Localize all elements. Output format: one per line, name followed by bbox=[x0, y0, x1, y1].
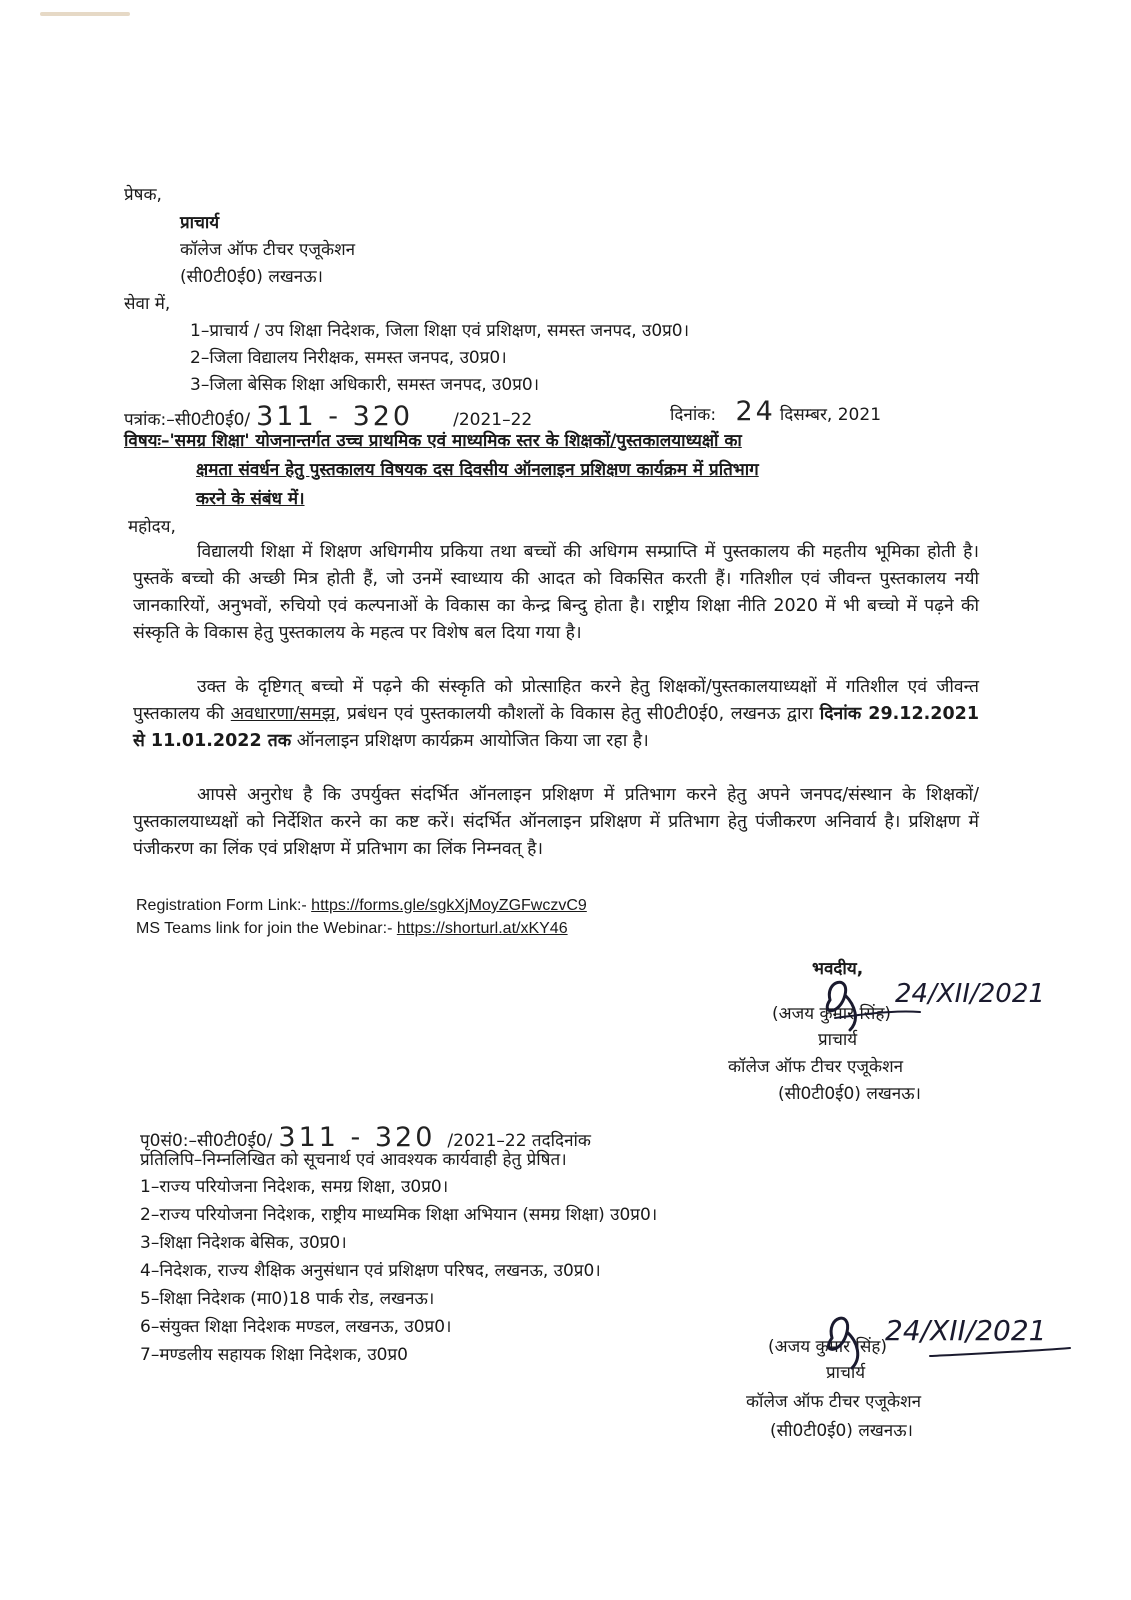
para2-underlined: अवधारणा/समझ bbox=[230, 704, 335, 724]
copy-item: 6–संयुक्त शिक्षा निदेशक मण्डल, लखनऊ, उ0प्र0। bbox=[140, 1317, 452, 1337]
copy-item: 5–शिक्षा निदेशक (मा0)18 पार्क रोड, लखनऊ। bbox=[140, 1289, 435, 1309]
ref-date-rest: दिसम्बर, 2021 bbox=[779, 405, 882, 425]
registration-link[interactable]: https://forms.gle/sgkXjMoyZGFwczvC9 bbox=[311, 897, 587, 914]
subject-line-2: क्षमता संवर्धन हेतु पुस्तकालय विषयक दस दिवसीय ऑनलाइन प्रशिक्षण कार्यक्रम में प्रतिभाग bbox=[196, 460, 759, 480]
body-paragraph-1: विद्यालयी शिक्षा में शिक्षण अधिगमीय प्रकिया तथा बच्चों की अधिगम सम्प्राप्ति में पुस्तकालय की महतीय भूमिका होती है। पुस्तकें बच्चो की अच्छी मित्र होती हैं, जो उनमें स्वाध्याय की आदत को विकसित करती हैं। गतिशील एवं जीवन्त पुस्तकालय नयी जानकारियों, अनुभवों, रुचियो एवं कल्पनाओं के विकास का केन्द्र बिन्दु होता है। राष्ट्रीय शिक्षा नीति 2020 में भी बच्चो में पढ़ने की संस्कृति के विकास हेतु पुस्तकालय के महत्व पर विशेष बल दिया गया है। bbox=[133, 542, 979, 643]
ref-date-label: दिनांक: bbox=[670, 405, 717, 425]
ref-date-day: 24 bbox=[735, 396, 776, 427]
signature-1 bbox=[800, 960, 1060, 1040]
copy-closing-org: कॉलेज ऑफ टीचर एजूकेशन bbox=[746, 1392, 922, 1412]
sender-designation: प्राचार्य bbox=[180, 213, 220, 233]
copy-closing-name: (अजय कुमार सिंह) bbox=[768, 1337, 888, 1357]
copy-ref-suffix: /2021–22 तददिनांक bbox=[447, 1131, 591, 1151]
para2-text: , प्रबंधन एवं पुस्तकालयी कौशलों के विकास हेतु सी0टी0ई0, लखनऊ द्वारा bbox=[334, 704, 820, 724]
copy-item: 4–निदेशक, राज्य शैक्षिक अनुसंधान एवं प्रशिक्षण परिषद, लखनऊ, उ0प्र0। bbox=[140, 1261, 601, 1281]
para2-text: उक्त के दृष्टिगत् बच्चो में पढ़ने की संस्कृति को प्रोत्साहित करने हेतु शिक्षकों/पुस्तकालयाध्यक्षों में गतिशील एवं जीवन्त पुस्तकालय की bbox=[133, 677, 979, 724]
ref-year: /2021–22 bbox=[453, 410, 533, 430]
registration-link-line bbox=[136, 897, 587, 915]
sender-label: प्रेषक, bbox=[124, 185, 162, 205]
closing-org-city: (सी0टी0ई0) लखनऊ। bbox=[778, 1084, 921, 1104]
closing-name: (अजय कुमार सिंह) bbox=[772, 1004, 892, 1024]
copy-heading: प्रतिलिपि–निम्नलिखित को सूचनार्थ एवं आवश्यक कार्यवाही हेतु प्रेषित। bbox=[140, 1150, 567, 1170]
ref-prefix: पत्रांक:–सी0टी0ई0/ bbox=[124, 410, 251, 430]
copy-ref-prefix: पृ0सं0:–सी0टी0ई0/ bbox=[140, 1131, 273, 1151]
copy-closing-org-city: (सी0टी0ई0) लखनऊ। bbox=[770, 1421, 913, 1441]
signature-date-1: 24/XII/2021 bbox=[895, 979, 1045, 1009]
closing-org: कॉलेज ऑफ टीचर एजूकेशन bbox=[728, 1057, 904, 1077]
ref-date bbox=[670, 396, 881, 427]
ref-number: 311 - 320 bbox=[256, 401, 414, 432]
signature-date-2: 24/XII/2021 bbox=[885, 1314, 1047, 1347]
recipients-label: सेवा में, bbox=[124, 294, 171, 314]
copy-item: 1–राज्य परियोजना निदेशक, समग्र शिक्षा, उ0प्र0। bbox=[140, 1177, 449, 1197]
subject-line-1: विषयः–'समग्र शिक्षा' योजनान्तर्गत उच्च प्राथमिक एवं माध्यमिक स्तर के शिक्षकों/पुस्तकालयाध्यक्षों का bbox=[124, 431, 742, 451]
copy-ref-number: 311 - 320 bbox=[278, 1122, 436, 1153]
subject-line-3: करने के संबंध में। bbox=[196, 489, 305, 509]
recipient-item: 1–प्राचार्य / उप शिक्षा निदेशक, जिला शिक्षा एवं प्रशिक्षण, समस्त जनपद, उ0प्र0। bbox=[190, 321, 690, 341]
teams-link-line bbox=[136, 920, 568, 938]
copy-item: 7–मण्डलीय सहायक शिक्षा निदेशक, उ0प्र0 bbox=[140, 1345, 408, 1365]
copy-item: 2–राज्य परियोजना निदेशक, राष्ट्रीय माध्यमिक शिक्षा अभियान (समग्र शिक्षा) उ0प्र0। bbox=[140, 1205, 658, 1225]
body-paragraph-2 bbox=[133, 674, 979, 755]
sender-org-city: (सी0टी0ई0) लखनऊ। bbox=[180, 267, 323, 287]
sender-org: कॉलेज ऑफ टीचर एजूकेशन bbox=[180, 240, 356, 260]
registration-link-label: Registration Form Link:- bbox=[136, 897, 312, 914]
recipient-item: 2–जिला विद्यालय निरीक्षक, समस्त जनपद, उ0प्र0। bbox=[190, 348, 507, 368]
para2-date-range: दिनांक 29.12.2021 से 11.01.2022 तक bbox=[133, 704, 980, 751]
recipient-item: 3–जिला बेसिक शिक्षा अधिकारी, समस्त जनपद, उ0प्र0। bbox=[190, 375, 540, 395]
signature-2 bbox=[800, 1296, 1080, 1376]
teams-link[interactable]: https://shorturl.at/xKY46 bbox=[396, 920, 568, 937]
paper-edge-mark bbox=[40, 12, 130, 16]
body-paragraph-3: आपसे अनुरोध है कि उपर्युक्त संदर्भित ऑनलाइन प्रशिक्षण में प्रतिभाग करने हेतु अपने जनपद/संस्थान के शिक्षकों/पुस्तकालयाध्यक्षों को निर्देशित करने का कष्ट करें। संदर्भित ऑनलाइन प्रशिक्षण में प्रतिभाग हेतु पंजीकरण अनिवार्य है। प्रशिक्षण में पंजीकरण का लिंक एवं प्रशिक्षण में प्रतिभाग का लिंक निम्नवत् है। bbox=[133, 785, 979, 859]
teams-link-label: MS Teams link for join the Webinar:- bbox=[136, 920, 397, 937]
para2-text: ऑनलाइन प्रशिक्षण कार्यक्रम आयोजित किया जा रहा है। bbox=[291, 731, 649, 751]
copy-item: 3–शिक्षा निदेशक बेसिक, उ0प्र0। bbox=[140, 1233, 347, 1253]
salutation: महोदय, bbox=[128, 517, 176, 537]
closing-yours: भवदीय, bbox=[812, 959, 864, 979]
copy-closing-designation: प्राचार्य bbox=[826, 1363, 866, 1383]
closing-designation: प्राचार्य bbox=[818, 1030, 858, 1050]
